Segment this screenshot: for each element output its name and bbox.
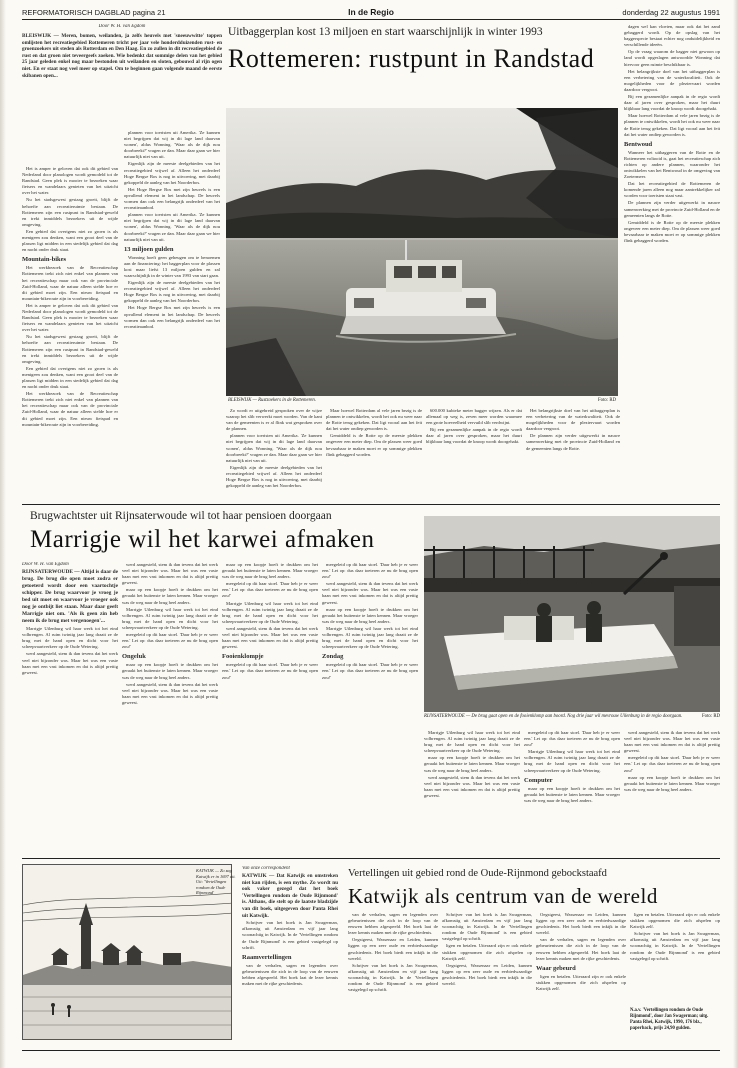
article2-paragraph: meegeleid op dit haar stoel. 'Daar heb je er weer een.' Let op: dus daar toeteren ze nu de brug open zou!' <box>624 755 720 773</box>
article1-paragraph: Nu het stadsgewest gestaag groeit, blijft de behoefte aan recreatieruimte bestaan. De Rottemeren zijn een rustpunt in Randstad-geweld en trekt inmiddels bezoekers uit de wijde omgeving. <box>22 197 118 227</box>
masthead-section: In de Regio <box>348 7 394 17</box>
article3-paragraph: ligen en betalen. Uiteraard zijn er ook enkele stukken opgenomen die zich afspelen op Katwijk zelf. <box>630 912 720 930</box>
article1-paragraph: plannen voor toeristen uit Amerika. 'Ze kunnen niet begrijpen dat wij in dit lage land daarvan wonen', aldus Wonning. 'Waar als de dijk nou doorbreekt?' vragen ze dan. Maar daar gaan we hier natuurlijk niet van uit. <box>124 212 220 242</box>
article1-paragraph: Het is amper te geloven dat ook dit gebied van Nederland door planologen wordt gemodeld tot de Randstad. Geen plek is mooier te bezoeken waar fietsers en wandelaars genieten van het uitzicht over het water. <box>22 166 118 196</box>
article1-column-3 <box>226 408 322 500</box>
article2-paragraph: werd aangesteld, stem ik dan tevens dat het werk veel niet bijzonder was. Maar het was een vaste baan met een vast inkomen en dat is altijd prettig geweest. <box>122 562 218 586</box>
article2-paragraph: maar op een koopje hoeft te drukken om het geraakt het buitenste te laten kennen. Maar vroeger was de weg naar de brug heel anders. <box>122 662 218 680</box>
article2-subhead-computer: Computer <box>524 776 553 784</box>
article3-headline: Katwijk als centrum van de wereld <box>348 884 658 908</box>
article3-column-3 <box>442 912 532 1044</box>
article2-paragraph: maar op een koopje hoeft te drukken om het geraakt het buitenste te laten kennen. Maar vroeger was de weg naar de brug heel anders. <box>524 785 620 803</box>
article2-paragraph: maar op een koopje hoeft te drukken om het geraakt het buitenste te laten kennen. Maar vroeger was de weg naar de brug heel anders. <box>322 606 418 624</box>
article1-column-4 <box>326 408 422 500</box>
article2-subhead-fooienklompje: Fooienklompje <box>222 653 264 661</box>
article1-paragraph: Gemiddeld is de Rotte op de meeste plekken ongeveer een meter diep. Om de plassen weer goed bevaarbaar te maken moet er op sommige plekken flink gebaggerd worden. <box>624 219 720 243</box>
article1-column-2 <box>124 130 220 500</box>
article1-lead: BLEISWIJK — Meren, bomen, weilanden, ja zelfs heuvels met 'sneeuwwitte' toppen omlijsten het recreatiegebied Rottemeren tricht per jaar vele honderdduizenden rust- en groenzoekers uit steden als Rotterdam en Den Haag. En zo zullen in dit recreatiegebied de rust en dat groen niet teveergeefs zoeken. Wie bedenkt dat sommige delen van het gebied 25 jaar geleden enkel nog maar bestonden uit weilanden en sloten, gebouwd al rijn ogen niet. En er staat nog veel meer op stapel. Om te beginnen gaan volgende maand de eerste skibanen open... <box>22 33 222 79</box>
article1-paragraph: Bij een gezamenlijke aanpak in de regio wordt daar al jaren over gesproken, maar het duurt blijkbaar lang voordat de knoop wordt doorgehakt. <box>426 427 522 445</box>
divider-page-bottom <box>22 1050 720 1051</box>
article1-paragraph: Zo wordt er uitgebreid gesproken over de wijze waarop het slib verwerkt moet worden. Van de kant van de gemeenten is er al flink wat gesproken over de plannen. <box>226 408 322 432</box>
article1-photo-caption <box>228 398 616 404</box>
article3-column-1 <box>242 866 338 1044</box>
article3-kicker: Vertellingen uit gebied rond de Oude-Rijnmond gebockstaafd <box>348 868 607 879</box>
article1-paragraph: Een gebied dat overigens niet zo groen is als menigeen zou denken, want een groot deel van de plassen ligt midden in een stedelijk gebied dat dag en nacht onder druk staat. <box>22 228 118 253</box>
article2-photo-caption <box>424 714 720 720</box>
article2-paragraph: Marrigje Uilenburg wil haar werk tot het eind volbrengen. Al ruim twintig jaar lang draait ze de brug met de hand open en dicht voor het scheepvaartverkeer op de Oude Wetering. <box>222 600 318 624</box>
article3-paragraph: Schrijver van het boek is Jan Swagerman, afkomstig uit Amsterdam en vijf jaar lang woonachtig in Katwijk. In de 'Vertellingen rondom de Oude Rijnmond' is een gebied vastgelegd op schrift. <box>348 962 438 993</box>
article1-paragraph: Het is amper te geloven dat ook dit gebied van Nederland door planologen wordt gemodeld tot de Randstad. Geen plek is mooier te bezoeken waar fietsers en wandelaars genieten van het uitzicht over het water. <box>22 302 118 333</box>
article1-paragraph: Het werkbezoek van de Recreatieschap Rottemeren trekt zich niet enkel van plannen van het recreatieschap maar ook van de provinciale Zuid-Holland, waar de natuur alleen stelde hoe er dit gebied moet zijn. Een nieuw fietspad en mountain-bikeroute zijn in voorbereiding. <box>22 265 118 301</box>
article3-paragraph: Schrijver van het boek is Jan Swagerman, afkomstig uit Amsterdam en vijf jaar lang woonachtig in Katwijk. In de 'Vertellingen rondom de Oude Rijnmond' is een gebied vastgelegd op schrift. <box>630 931 720 961</box>
article2-column-6 <box>524 730 620 854</box>
article1-paragraph: Maar hoewel Rotterdam al vele jaren bezig is de plannen te ontwikkelen, wordt het ook nu weer naar de Rotte terug gekeken. Dat ligt vooral aan het feit dat het water ondiep geworden is. <box>624 113 720 137</box>
article1-column-7 <box>624 24 720 500</box>
article3-illustration-caption: KATWIJK — Zo zag Katwijk er in 1697 uit. Uit: 'Vertellingen rondom de Oude Rijnmond' <box>196 868 236 896</box>
masthead <box>22 6 720 20</box>
article3-paragraph: Schrijver van het boek is Jan Swagerman, afkomstig uit Amsterdam en vijf jaar lang woonachtig in Katwijk. In de 'Vertellingen rondom de Oude Rijnmond' is een gebied vastgelegd op schrift. <box>442 912 532 942</box>
article3-column-2 <box>348 912 438 1044</box>
article1-paragraph: plannen voor toeristen uit Amerika. 'Ze kunnen niet begrijpen dat wij in dit lage land daarvan wonen', aldus Wonning. 'Waar als de dijk nou doorbreekt?' vragen ze dan. Maar daar gaan we hier natuurlijk niet van uit. <box>124 130 220 160</box>
article1-paragraph: Het belangrijkste doel van het uitbaggerplan is een verbetering van de waterkwaliteit. Ook de mogelijkheden voor de pleziervaart worden daardoor vergroot. <box>624 68 720 92</box>
article1-paragraph: Het Hoge Bergse Bos met zijn heuvels is een opvallend element in het landschap. De heuvels vormen dan ook een belangrijk onderdeel van het recreatieaanbod. <box>124 305 220 329</box>
article1-paragraph: Nu het stadsgewest gestaag groeit, blijft de behoefte aan recreatieruimte bestaan. De Rottemeren zijn een rustpunt in Randstad-geweld en trekt inmiddels bezoekers uit de wijde omgeving. <box>22 334 118 364</box>
article1-paragraph: Op de vraag waarom de bagger niet gewoon op land wordt opgeslagen antwoordde Wonning dat hiervoor geen ruimte beschikbaar is. <box>624 49 720 67</box>
article1-paragraph: Dat het recreatiegebied de Rottemeren de komende jaren alleen nog maar aantrekkelijker zal worden voor toeristen staat vast. <box>624 181 720 199</box>
article2-paragraph: maar op een koopje hoeft te drukken om het geraakt het buitenste te laten kennen. Maar vroeger was de weg naar de brug heel anders. <box>624 774 720 792</box>
article1-subhead-mountain-bikes: Mountain-bikes <box>22 256 67 264</box>
scan-edge-left <box>0 0 6 1068</box>
article2-paragraph: maar op een koopje hoeft te drukken om het geraakt het buitenste te laten kennen. Maar vroeger was de weg naar de brug heel anders. <box>424 755 520 773</box>
article2-subhead-ongeluk: Ongeluk <box>122 653 146 661</box>
article3-section: Van onze correspondent <box>242 866 290 871</box>
article1-paragraph: 600.000 kubieke meter bagger wijzen. Als er dat allemaal op weg is, zeven meer worden waarmee een grote hoeveelheid vervuild slib verdwijnt. <box>426 408 522 426</box>
article2-paragraph: meegeleid op dit haar stoel. 'Daar heb je er weer een.' Let op: dus daar toeteren ze nu de brug open zou!' <box>222 662 318 680</box>
article2-paragraph: meegeleid op dit haar stoel. 'Daar heb je er weer een.' Let op: dus daar toeteren ze nu de brug open zou!' <box>322 562 418 580</box>
article1-kicker: Uitbaggerplan kost 13 miljoen en start waarschijnlijk in winter 1993 <box>228 26 543 38</box>
article1-paragraph: Het werkbezoek van de Recreatieschap Rottemeren trekt zich niet enkel van plannen van het recreatieschap maar ook van de provinciale Zuid-Holland, waar de natuur alleen stelde hoe er dit gebied moet zijn. Een nieuw fietspad en mountain-bikeroute zijn in voorbereiding. <box>22 391 118 427</box>
article3-book-info: N.a.v. 'Vertellingen rondom de Oude Rijnmond', door Jan Swagerman; uitg. Panta Rhei, Katwijk, 1990, 176 blz., paperback, prijs 24,90 gulden. <box>630 1008 709 1031</box>
article2-photo-bridge <box>424 516 720 712</box>
article3-paragraph: ligen en betalen. Uiteraard zijn er ook enkele stukken opgenomen die zich afspelen op Katwijk zelf. <box>442 943 532 961</box>
article3-column-5 <box>630 912 720 1004</box>
article2-kicker: Brugwachtster uit Rijnsaterwoude wil tot haar pensioen doorgaan <box>30 510 332 522</box>
article2-paragraph: werd aangesteld, stem ik dan tevens dat het werk veel niet bijzonder was. Maar het was een vaste baan met een vast inkomen en dat is altijd prettig geweest. <box>222 625 318 650</box>
article2-paragraph: Marrigje Uilenburg wil haar werk tot het eind volbrengen. Al ruim twintig jaar lang draait ze de brug met de hand open en dicht voor het scheepvaartverkeer op de Oude Wetering. <box>524 749 620 773</box>
article3-paragraph: van de verhalen, sagen en legenden over gebeurtenissen die zich in de loop van de eeuwen hebben afgespeeld. Het boek laat de lezer kennis maken met de rijke geschiedenis. <box>242 962 338 986</box>
divider-article1 <box>22 504 720 505</box>
article3-lead: KATWIJK — Dat Katwijk en omstreken niet kan rijden, is een mythe. Zo wordt nu ook vaker gezegd dat het boek 'Vertellingen rondom de Oude Rijnmond' is. Althans, die stelt op de laatste bladzijde van dit boek, uitgegeven door Panta Rhei uit Katwijk. <box>242 873 338 919</box>
article3-paragraph: van de verhalen, sagen en legenden over gebeurtenissen die zich in de loop van de eeuwen hebben afgespeeld. Het boek laat de lezer kennis maken met de rijke geschiedenis. <box>536 937 626 961</box>
article1-subhead-bentwoud: Bentwoud <box>624 140 653 148</box>
scan-edge-right <box>733 0 738 1068</box>
article2-paragraph: werd aangesteld, stem ik dan tevens dat het werk veel niet bijzonder was. Maar het was een vaste baan met een vast inkomen en dat is altijd prettig geweest. <box>122 681 218 705</box>
article2-paragraph: werd aangesteld, stem ik dan tevens dat het werk veel niet bijzonder was. Maar het was een vaste baan met een vast inkomen en dat is altijd prettig geweest. <box>322 581 418 605</box>
article1-photo-caption-text: BLEISWIJK — Rustzoekers in de Rottemeren. <box>228 398 317 403</box>
article3-paragraph: Oegstgeest, Wassenaar en Leiden, kunnen liggen op een zeer oude en eerbiedwaardige geschiedenis. Het boek biedt een inkijk in die wereld. <box>348 937 438 961</box>
article2-column-5 <box>424 730 520 854</box>
article1-column-5 <box>426 408 522 500</box>
article3-paragraph: Oegstgeest, Wassenaar en Leiden, kunnen liggen op een zeer oude en eerbiedwaardige geschiedenis. Het boek biedt een inkijk in die wereld. <box>536 912 626 936</box>
article2-lead: RIJNSATERWOUDE — Altijd is daar de brug. De brug die open moet zodra er getoeterd wordt door een vaartochtje schipper. De brug waarvoor je vroeg je bed uit moet en waarvoor je vroeger ook nog je ontbijt liet staan. Maar daar geeft Marrigje niet om. 'Als ik geen zin heb neem ik de brug met vergenoegen'... <box>22 569 118 625</box>
masthead-paper-page: REFORMATORISCH DAGBLAD pagina 21 <box>22 8 166 17</box>
article1-paragraph: Eigenlijk zijn de meeste deelgebieden van het recreatiegebied vrijwel af. Alleen het onderdeel Hoge Bergse Bos is nog in uitvoering, met daarbij gekoppeld de aanleg van het Noorderbos. <box>124 280 220 304</box>
article1-photo-rottemeren <box>226 108 618 396</box>
article2-paragraph: Marrigje Uilenburg wil haar werk tot het eind volbrengen. Al ruim twintig jaar lang draait ze de brug met de hand open en dicht voor het scheepvaartverkeer op de Oude Wetering. <box>22 626 118 650</box>
article1-paragraph: Bij een gezamenlijke aanpak in de regio wordt daar al jaren over gesproken, maar het duurt blijkbaar lang voordat de knoop wordt doorgehakt. <box>624 94 720 112</box>
article2-headline: Marrigje wil het karwei afmaken <box>30 526 375 553</box>
article2-paragraph: werd aangesteld, stem ik dan tevens dat het werk veel niet bijzonder was. Maar het was een vaste baan met een vast inkomen en dat is altijd prettig geweest. <box>624 730 720 754</box>
article3-paragraph: ligen en betalen. Uiteraard zijn er ook enkele stukken opgenomen die zich afspelen op Katwijk zelf. <box>536 973 626 991</box>
article3-column-4 <box>536 912 626 1044</box>
article2-subhead-zondag: Zondag <box>322 653 344 661</box>
article1-paragraph: Een gebied dat overigens niet zo groen is als menigeen zou denken, want een groot deel van de plassen ligt midden in een stedelijk gebied dat dag en nacht onder druk staat. <box>22 365 118 390</box>
masthead-date: donderdag 22 augustus 1991 <box>622 8 720 17</box>
article1-paragraph: Wanneer het uitbaggeren van de Rotte en de Rottemeren voltooid is, gaat het recreatieschap zich richten op andere plannen, waaronder het ontwikkelen van het Bentwoud in de omgeving van Zoetermeer. <box>624 149 720 180</box>
article2-column-1 <box>22 562 118 854</box>
article1-paragraph: Het belangrijkste doel van het uitbaggerplan is een verbetering van de waterkwaliteit. Ook de mogelijkheden voor de pleziervaart worden daardoor vergroot. <box>526 408 620 432</box>
bridge-boat-photo-illustration <box>424 516 720 712</box>
divider-article2 <box>22 858 720 859</box>
article2-column-3 <box>222 562 318 854</box>
article1-paragraph: Eigenlijk zijn de meeste deelgebieden van het recreatiegebied vrijwel af. Alleen het onderdeel Hoge Bergse Bos is nog in uitvoering, met daarbij gekoppeld de aanleg van het Noorderbos. <box>226 464 322 489</box>
article2-column-2 <box>122 562 218 854</box>
article1-paragraph: Maar hoewel Rotterdam al vele jaren bezig is de plannen te ontwikkelen, wordt het ook nu weer naar de Rotte terug gekeken. Dat ligt vooral aan het feit dat het water ondiep geworden is. <box>326 408 422 432</box>
article2-paragraph: Marrigje Uilenburg wil haar werk tot het eind volbrengen. Al ruim twintig jaar lang draait ze de brug met de hand open en dicht voor het scheepvaartverkeer op de Oude Wetering. <box>424 730 520 754</box>
article2-paragraph: werd aangesteld, stem ik dan tevens dat het werk veel niet bijzonder was. Maar het was een vaste baan met een vast inkomen en dat is altijd prettig geweest. <box>22 651 118 675</box>
article1-paragraph: Gemiddeld is de Rotte op de meeste plekken ongeveer een meter diep. Om de plassen weer goed bevaarbaar te maken moet er op sommige plekken flink gebaggerd worden. <box>326 433 422 457</box>
article2-column-7 <box>624 730 720 854</box>
article3-paragraph: Schrijver van het boek is Jan Swagerman, afkomstig uit Amsterdam en vijf jaar lang woonachtig in Katwijk. In de 'Vertellingen rondom de Oude Rijnmond' is een gebied vastgelegd op schrift. <box>242 920 338 950</box>
article2-byline: Door W. H. van Egdom <box>22 562 69 567</box>
article1-paragraph: dagen wel kan vloeien, maar ook dat het zand gebaggerd wordt. Op de opslag van het baggerspecie bestaat echter nog onduidelijkheid en verschillende ideeën. <box>624 24 720 48</box>
article2-photo-credit: Foto: RD <box>702 714 720 719</box>
article3-paragraph: Oegstgeest, Wassenaar en Leiden, kunnen liggen op een zeer oude en eerbiedwaardige geschiedenis. Het boek biedt een inkijk in die wereld. <box>442 962 532 987</box>
article3-subhead-raamvertellingen: Raamvertellingen <box>242 953 292 961</box>
article2-column-4 <box>322 562 418 854</box>
article2-paragraph: werd aangesteld, stem ik dan tevens dat het werk veel niet bijzonder was. Maar het was een vaste baan met een vast inkomen en dat is altijd prettig geweest. <box>424 774 520 798</box>
article1-subhead-13-miljoen: 13 miljoen gulden <box>124 245 174 253</box>
article2-paragraph: maar op een koopje hoeft te drukken om het geraakt het buitenste te laten kennen. Maar vroeger was de weg naar de brug heel anders. <box>122 587 218 605</box>
article3-paragraph: van de verhalen, sagen en legenden over gebeurtenissen die zich in de loop van de eeuwen hebben afgespeeld. Het boek laat de lezer kennis maken met de rijke geschiedenis. <box>348 912 438 936</box>
article2-paragraph: maar op een koopje hoeft te drukken om het geraakt het buitenste te laten kennen. Maar vroeger was de weg naar de brug heel anders. <box>222 562 318 580</box>
article1-photo-credit: Foto: RD <box>598 398 616 403</box>
article1-column-6 <box>526 408 620 500</box>
lake-boat-photo-illustration <box>226 108 618 396</box>
article1-column-1 <box>22 166 118 500</box>
article2-photo-caption-text: RIJNSATERWOUDE — De brug gaat open en de fooienklomp aan boord. Nog drie jaar wil mevrouw Uilenburg in de regio doorgaan. <box>424 714 683 719</box>
article1-byline: Door W. H. van Egdom <box>98 24 146 29</box>
article1-paragraph: Wonning hoeft geen geheugen om te benoemen aan de financiering: het baggerplan voor de plassen kost maar liefst 13 miljoen gulden en zal waarschijnlijk in de winter van 1993 van start gaan. <box>124 254 220 278</box>
article3-subhead-waar-gebeurd: Waar gebeurd <box>536 964 576 972</box>
article1-paragraph: De plannen zijn verder uitgewerkt in nauwe samenwerking met de provincie Zuid-Holland en de gemeenten langs de Rotte. <box>624 200 720 218</box>
article2-paragraph: meegeleid op dit haar stoel. 'Daar heb je er weer een.' Let op: dus daar toeteren ze nu de brug open zou!' <box>322 662 418 680</box>
article1-paragraph: plannen voor toeristen uit Amerika. 'Ze kunnen niet begrijpen dat wij in dit lage land daarvan wonen', aldus Wonning. 'Waar als de dijk nou doorbreekt?' vragen ze dan. Maar daar gaan we hier natuurlijk niet van uit. <box>226 433 322 463</box>
article2-paragraph: Marrigje Uilenburg wil haar werk tot het eind volbrengen. Al ruim twintig jaar lang draait ze de brug met de hand open en dicht voor het scheepvaartverkeer op de Oude Wetering. <box>122 606 218 630</box>
article1-paragraph: Eigenlijk zijn de meeste deelgebieden van het recreatiegebied vrijwel af. Alleen het onderdeel Hoge Bergse Bos is nog in uitvoering, met daarbij gekoppeld de aanleg van het Noorderbos. <box>124 161 220 185</box>
article2-paragraph: meegeleid op dit haar stoel. 'Daar heb je er weer een.' Let op: dus daar toeteren ze nu de brug open zou!' <box>122 632 218 650</box>
article2-paragraph: meegeleid op dit haar stoel. 'Daar heb je er weer een.' Let op: dus daar toeteren ze nu de brug open zou!' <box>524 730 620 748</box>
article2-paragraph: Marrigje Uilenburg wil haar werk tot het eind volbrengen. Al ruim twintig jaar lang draait ze de brug met de hand open en dicht voor het scheepvaartverkeer op de Oude Wetering. <box>322 625 418 650</box>
article1-headline: Rottemeren: rustpunt in Randstad <box>228 44 595 73</box>
article2-paragraph: meegeleid op dit haar stoel. 'Daar heb je er weer een.' Let op: dus daar toeteren ze nu de brug open zou!' <box>222 581 318 599</box>
article1-paragraph: Het Hoge Bergse Bos met zijn heuvels is een opvallend element in het landschap. De heuvels vormen dan ook een belangrijk onderdeel van het recreatieaanbod. <box>124 186 220 211</box>
article1-paragraph: De plannen zijn verder uitgewerkt in nauwe samenwerking met de provincie Zuid-Holland en de gemeenten langs de Rotte. <box>526 433 620 451</box>
